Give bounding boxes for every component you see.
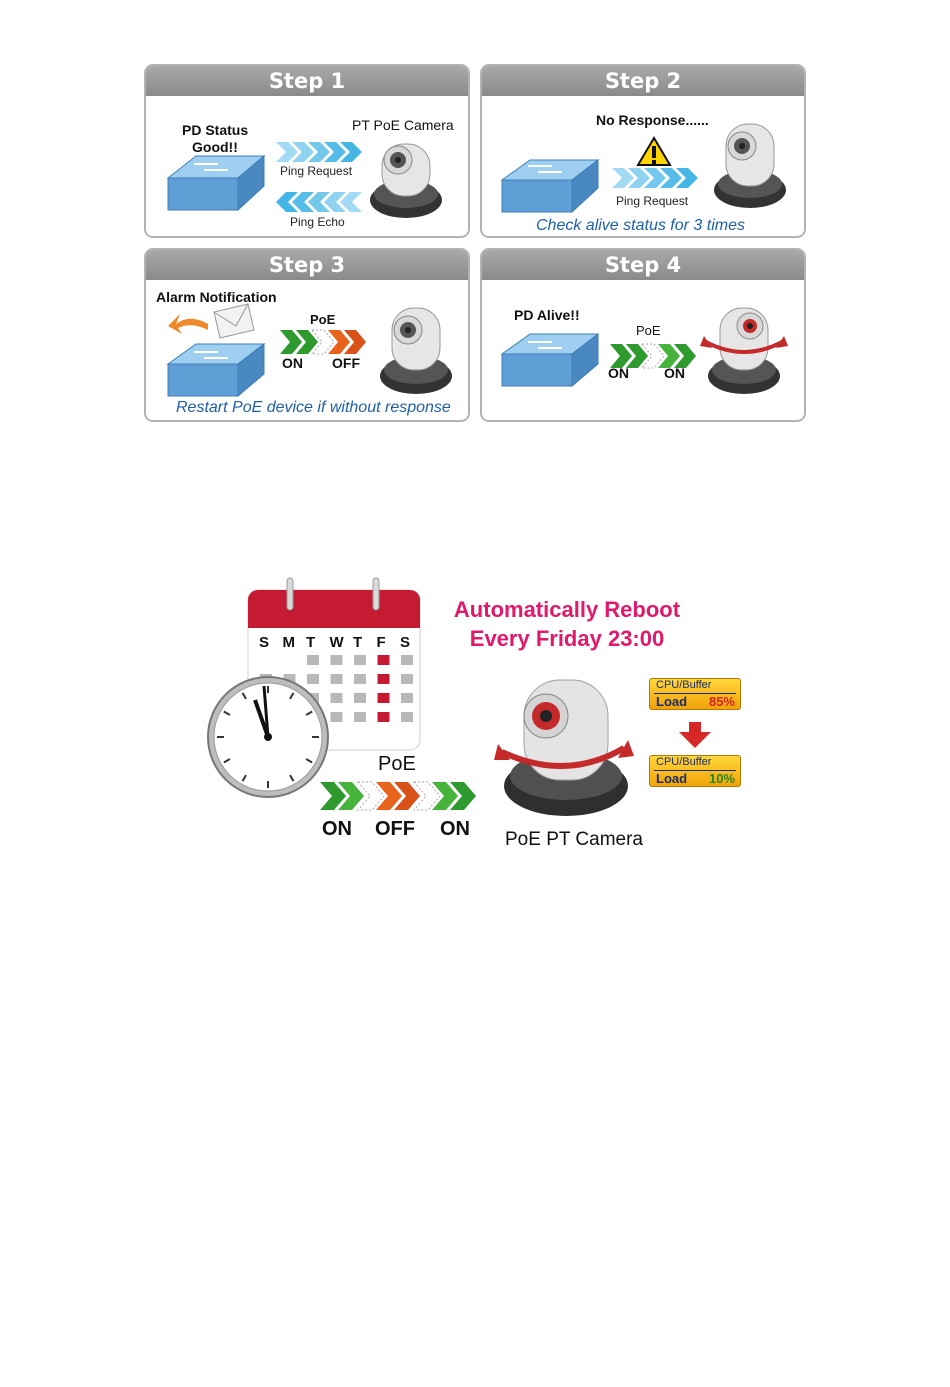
calendar-cell <box>378 693 390 703</box>
pd-status-good: Good!! <box>192 139 238 155</box>
poe-on-off-on-arrows <box>320 782 476 810</box>
down-arrow-icon <box>679 722 711 748</box>
reboot-title-line1: Automatically Reboot <box>453 597 681 622</box>
calendar-cell <box>401 674 413 684</box>
off-label: OFF <box>332 355 360 371</box>
calendar-cell <box>401 655 413 665</box>
calendar-cell <box>307 674 319 684</box>
step1-panel <box>144 64 470 238</box>
badge-value: 85% <box>708 694 735 709</box>
network-switch-icon <box>168 344 264 396</box>
warning-icon <box>638 138 670 165</box>
pd-alive-label: PD Alive!! <box>514 307 580 323</box>
step1-header: Step 1 <box>146 66 468 96</box>
step3-header: Step 3 <box>146 250 468 280</box>
calendar-cell <box>331 693 343 703</box>
weekday-label: T <box>306 634 316 651</box>
cpu-badge-after <box>649 755 741 787</box>
calendar-cell <box>378 674 390 684</box>
ping-request-label: Ping Request <box>616 194 689 208</box>
on-label-1: ON <box>322 818 352 840</box>
camera-label: PoE PT Camera <box>505 829 643 850</box>
calendar-cell <box>307 655 319 665</box>
calendar-cell <box>354 712 366 722</box>
ping-request-arrows <box>612 168 698 188</box>
restart-caption: Restart PoE device if without response <box>176 399 451 416</box>
calendar-cell <box>378 712 390 722</box>
network-switch-icon <box>502 334 598 386</box>
step3-panel <box>144 248 470 422</box>
calendar-cell <box>401 693 413 703</box>
poe-on-off-arrows <box>280 330 366 354</box>
calendar-cell <box>354 655 366 665</box>
check-alive-caption: Check alive status for 3 times <box>536 217 745 234</box>
calendar-cell <box>354 674 366 684</box>
weekday-label: F <box>376 634 386 651</box>
alarm-notification-label: Alarm Notification <box>156 289 277 305</box>
pd-status-label: PD Status <box>182 122 249 138</box>
ping-request-arrows <box>276 142 362 162</box>
camera-label: PT PoE Camera <box>352 117 454 133</box>
badge-title: CPU/Buffer <box>656 679 712 691</box>
weekday-label: W <box>329 634 344 651</box>
poe-label: PoE <box>636 323 661 338</box>
alarm-arrow-icon <box>168 314 208 334</box>
badge-title: CPU/Buffer <box>656 756 712 768</box>
calendar-cell <box>331 674 343 684</box>
calendar-cell <box>401 712 413 722</box>
reboot-title-line2: Every Friday 23:00 <box>469 626 665 651</box>
email-icon <box>214 304 254 338</box>
weekday-label: S <box>400 634 411 651</box>
ptz-camera-icon <box>504 680 628 816</box>
clock-icon <box>208 677 328 797</box>
weekday-label: S <box>259 634 270 651</box>
step4-header: Step 4 <box>482 250 804 280</box>
off-label: OFF <box>375 818 415 840</box>
on-label-2: ON <box>664 365 685 381</box>
ptz-camera-icon <box>370 144 442 218</box>
step2-header: Step 2 <box>482 66 804 96</box>
badge-label: Load <box>656 771 688 786</box>
cpu-badge-before <box>649 678 741 710</box>
step2-panel <box>480 64 806 238</box>
calendar-cell <box>331 655 343 665</box>
badge-label: Load <box>656 694 688 709</box>
no-response-label: No Response...... <box>596 112 709 128</box>
step4-panel <box>480 248 806 422</box>
ping-request-label: Ping Request <box>280 164 353 178</box>
poe-label: PoE <box>378 753 416 775</box>
ping-echo-label: Ping Echo <box>290 215 345 229</box>
calendar-cell <box>378 655 390 665</box>
calendar-cell <box>331 712 343 722</box>
ptz-camera-icon <box>380 308 452 394</box>
on-label: ON <box>282 355 303 371</box>
ptz-camera-icon <box>714 124 786 208</box>
poe-label: PoE <box>310 312 336 327</box>
on-label-2: ON <box>440 818 470 840</box>
badge-value: 10% <box>708 771 735 786</box>
on-label-1: ON <box>608 365 629 381</box>
weekday-label: T <box>353 634 363 651</box>
weekday-label: M <box>282 634 295 651</box>
network-switch-icon <box>168 156 264 210</box>
ping-echo-arrows <box>276 192 362 212</box>
step4-illustration <box>482 280 806 422</box>
calendar-cell <box>354 693 366 703</box>
network-switch-icon <box>502 160 598 212</box>
